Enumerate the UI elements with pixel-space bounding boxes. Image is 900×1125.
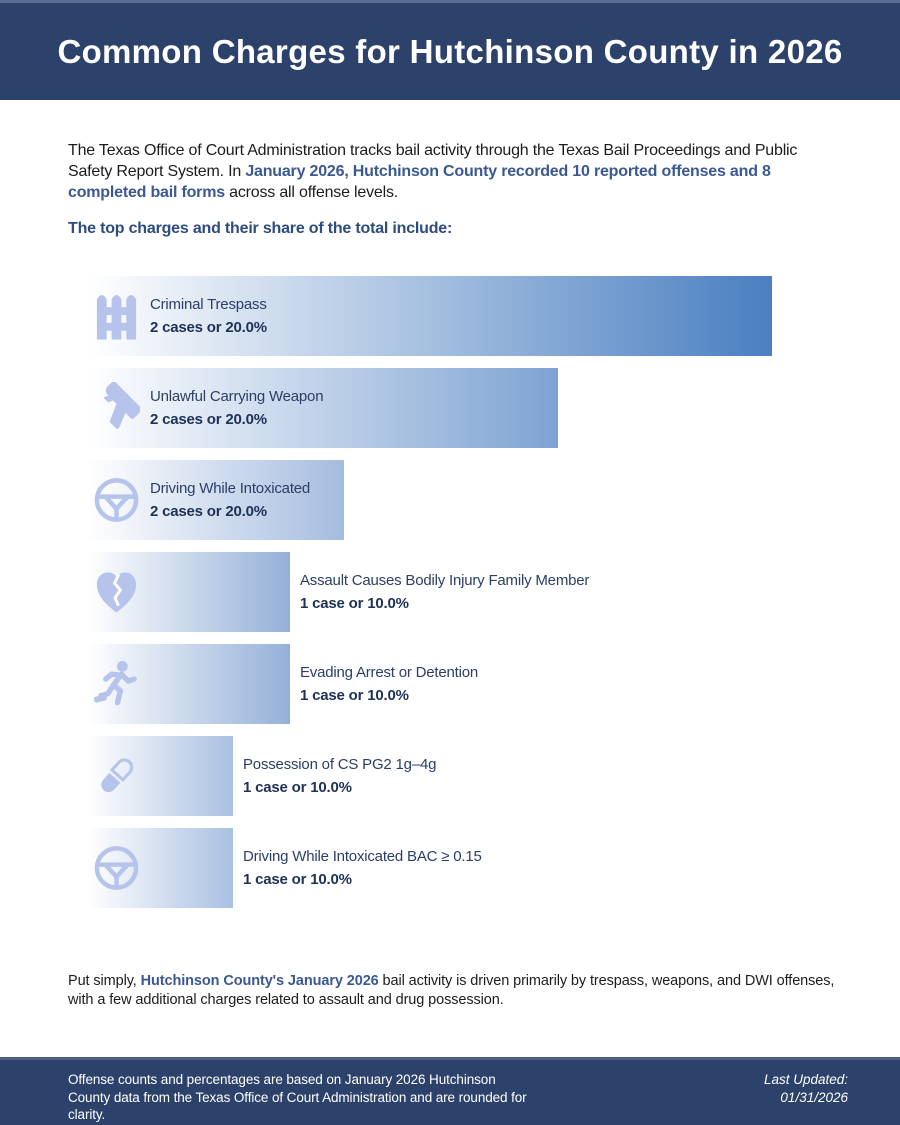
chart-row: [88, 552, 900, 632]
summary-text-highlight: Hutchinson County's January 2026: [140, 973, 379, 989]
bar-category-label: Driving While Intoxicated: [150, 480, 311, 497]
chart-row: [88, 368, 900, 448]
last-updated-date: 01/31/2026: [780, 1090, 848, 1105]
chart-subheading: The top charges and their share of the total include:: [68, 220, 453, 237]
chart-row: [88, 460, 900, 540]
bar-category-label: Criminal Trespass: [150, 296, 267, 313]
footer: [0, 1057, 900, 1125]
bar-value-label: 2 cases or 20.0%: [150, 503, 267, 520]
bar-value-label: 1 case or 10.0%: [300, 687, 409, 704]
bar: [88, 552, 290, 632]
bar-text: [243, 848, 482, 888]
broken-heart-icon: [93, 566, 140, 618]
bar-text: [150, 388, 323, 428]
intro-text-post: across all offense levels.: [224, 184, 398, 201]
bar-text: [300, 572, 589, 612]
bar-category-label: Driving While Intoxicated BAC ≥ 0.15: [243, 848, 482, 865]
bar: [88, 736, 233, 816]
bar-category-label: Assault Causes Bodily Injury Family Member: [300, 572, 590, 589]
bar-text: [150, 296, 267, 336]
page-title: Common Charges for Hutchinson County in 2026: [57, 32, 843, 70]
chart-row: [88, 644, 900, 724]
bar-value-label: 1 case or 10.0%: [300, 595, 409, 612]
header-banner: [0, 0, 900, 100]
pill-icon: [93, 750, 140, 802]
bar-text: [300, 664, 478, 704]
bar-chart: [0, 276, 900, 908]
last-updated-label: Last Updated:: [763, 1072, 848, 1087]
bar: [88, 644, 290, 724]
bar-category-label: Evading Arrest or Detention: [300, 664, 479, 681]
bar-value-label: 2 cases or 20.0%: [150, 411, 267, 428]
chart-row: [88, 828, 900, 908]
fence-icon: [93, 290, 140, 342]
bar-value-label: 1 case or 10.0%: [243, 871, 352, 888]
bar-text: [150, 480, 310, 520]
summary-text-pre: Put simply,: [68, 973, 141, 989]
bar-text: [243, 756, 436, 796]
steering-wheel-icon: [93, 842, 140, 894]
bar: [88, 828, 233, 908]
summary-text-post: bail activity is driven primarily by trespass, weapons, and DWI offenses, with a few additional charges related to assault and drug possession.: [68, 973, 835, 1008]
steering-wheel-icon: [93, 474, 140, 526]
bar-value-label: 1 case or 10.0%: [243, 779, 352, 796]
chart-row: [88, 276, 900, 356]
handgun-icon: [93, 382, 140, 434]
chart-row: [88, 736, 900, 816]
intro-text-pre: The Texas Office of Court Administration tracks bail activity through the Texas Bail Proceedings and Public Safety Report System. In: [68, 142, 798, 180]
summary-paragraph: [68, 972, 843, 1010]
bar-value-label: 2 cases or 20.0%: [150, 319, 267, 336]
footer-note: Offense counts and percentages are based on January 2026 Hutchinson County data from the Texas Office of Court Administration and are rounded for clarity.: [68, 1072, 527, 1122]
bar-category-label: Unlawful Carrying Weapon: [150, 388, 324, 405]
intro-paragraph: [68, 140, 835, 203]
bar-category-label: Possession of CS PG2 1g–4g: [243, 756, 437, 773]
running-person-icon: [93, 658, 140, 710]
last-updated: [764, 1071, 848, 1125]
intro-text-highlight: January 2026, Hutchinson County recorded 10 reported offenses and 8 completed bail forms: [68, 163, 771, 201]
